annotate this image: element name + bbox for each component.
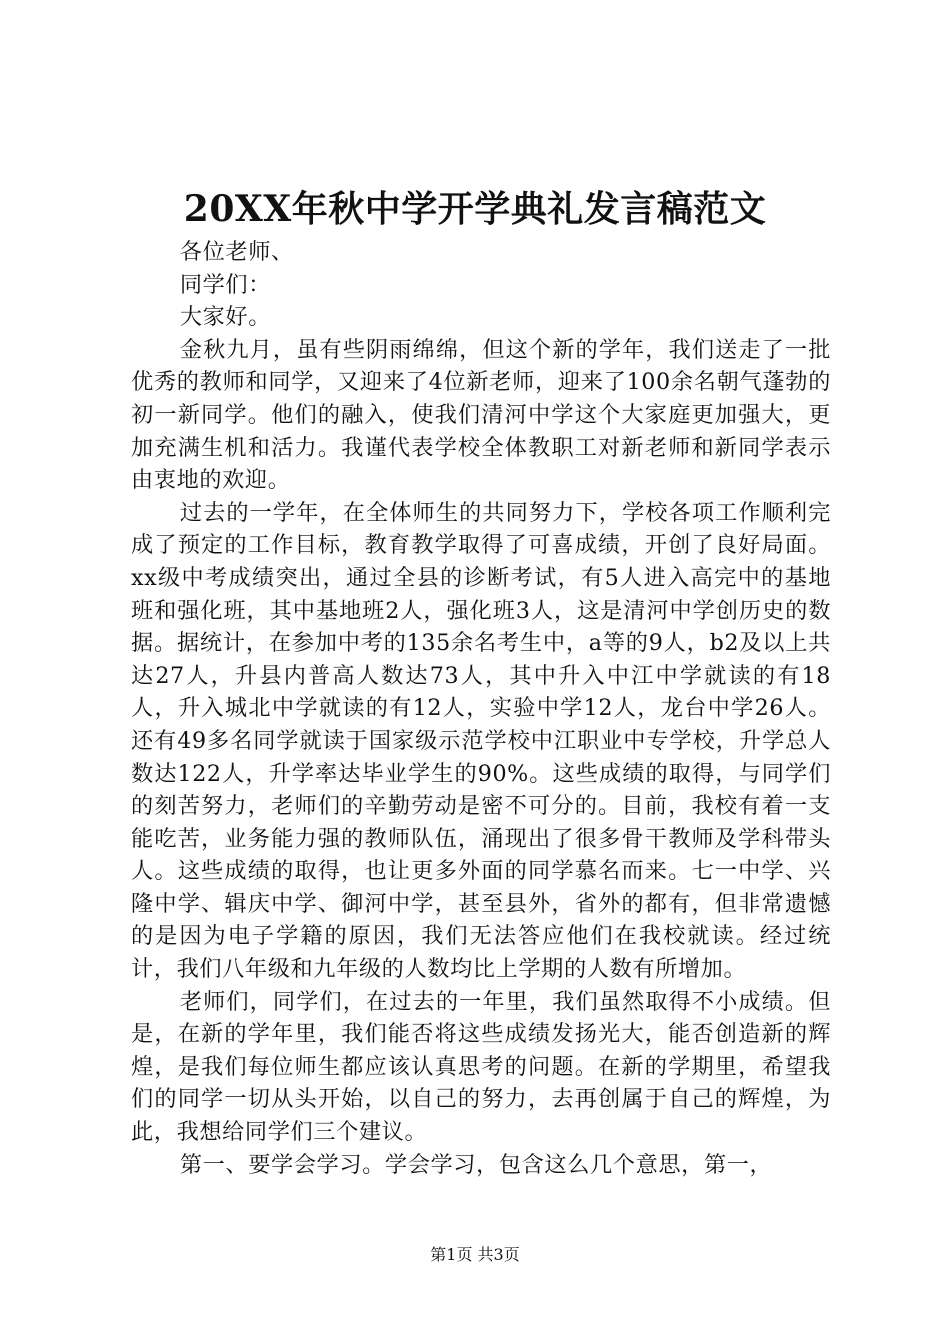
- paragraph-achievements: 过去的一学年，在全体师生的共同努力下，学校各项工作顺利完成了预定的工作目标，教育教学取得了可喜成绩，开创了良好局面。xx级中考成绩突出，通过全县的诊断考试，有5人进入高完中的基地班和强化班，其中基地班2人，强化班3人，这是清河中学创历史的数据。据统计，在参加中考的135余名考生中，a等的9人，b2及以上共达27人，升县内普高人数达73人，其中升入中江中学就读的有18人，升入城北中学就读的有12人，实验中学12人，龙台中学26人。还有49多名同学就读于国家级示范学校中江职业中专学校，升学总人数达122人，升学率达毕业学生的90%。这些成绩的取得，与同学们的刻苦努力，老师们的辛勤劳动是密不可分的。目前，我校有着一支能吃苦，业务能力强的教师队伍，涌现出了很多骨干教师及学科带头人。这些成绩的取得，也让更多外面的同学慕名而来。七一中学、兴隆中学、辑庆中学、御河中学，甚至县外，省外的都有，但非常遗憾的是因为电子学籍的原因，我们无法答应他们在我校就读。经过统计，我们八年级和九年级的人数均比上学期的人数有所增加。: [131, 499, 831, 983]
- salutation-teachers: 各位老师、: [179, 239, 294, 265]
- paragraph-suggestions-intro: 老师们，同学们，在过去的一年里，我们虽然取得不小成绩。但是，在新的学年里，我们能否将这些成绩发扬光大，能否创造新的辉煌，是我们每位师生都应该认真思考的问题。在新的学期里，希望我们的同学一切从头开始，以自己的努力，去再创属于自己的辉煌，为此，我想给同学们三个建议。: [131, 988, 831, 1146]
- greeting: 大家好。: [179, 304, 271, 331]
- paragraph-welcome: 金秋九月，虽有些阴雨绵绵，但这个新的学年，我们送走了一批优秀的教师和同学，又迎来了4位新老师，迎来了100余名朝气蓬勃的初一新同学。他们的融入，使我们清河中学这个大家庭更加强大，更加充满生机和活力。我谨代表学校全体教职工对新老师和新同学表示由衷地的欢迎。: [131, 336, 831, 494]
- page-footer: 第1页 共3页: [430, 1245, 520, 1264]
- document-body: [131, 236, 831, 1181]
- document-title: 20XX年秋中学开学典礼发言稿范文: [183, 188, 767, 230]
- salutation-students: 同学们：: [179, 271, 271, 298]
- paragraph-first-suggestion: 第一、要学会学习。学会学习，包含这么几个意思，第一，: [179, 1151, 773, 1178]
